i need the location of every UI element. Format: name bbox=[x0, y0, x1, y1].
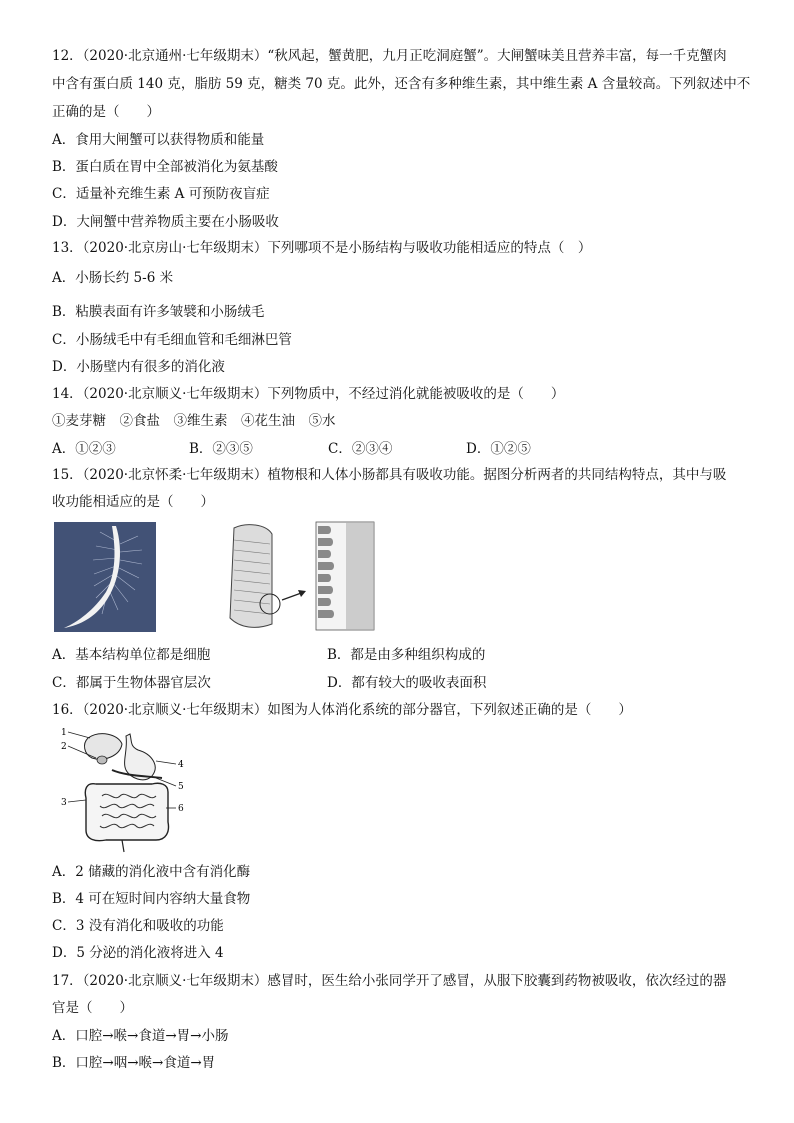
q15-options-row-2 bbox=[52, 673, 752, 693]
q16-option-d: D．5 分泌的消化液将进入 4 bbox=[52, 945, 224, 961]
label-2: 2 bbox=[61, 742, 67, 752]
q12-option-b: B．蛋白质在胃中全部被消化为氨基酸 bbox=[52, 159, 278, 175]
label-6: 6 bbox=[178, 804, 184, 814]
q12-option-a: A．食用大闸蟹可以获得物质和能量 bbox=[52, 132, 265, 148]
q15-stem-line-1: 15．（2020·北京怀柔·七年级期末）植物根和人体小肠都具有吸收功能。据图分析两者的共同结构特点，其中与吸 bbox=[52, 467, 727, 483]
q14-option-a: A．①②③ bbox=[52, 441, 116, 457]
q13-option-a: A．小肠长约 5-6 米 bbox=[52, 270, 174, 286]
q12-option-c: C．适量补充维生素 A 可预防夜盲症 bbox=[52, 186, 270, 202]
q16-option-c: C．3 没有消化和吸收的功能 bbox=[52, 918, 224, 934]
q15-stem-line-2: 收功能相适应的是（ ） bbox=[52, 494, 214, 510]
label-5: 5 bbox=[178, 782, 184, 792]
q13-option-c: C．小肠绒毛中有毛细血管和毛细淋巴管 bbox=[52, 332, 292, 348]
q17-stem-line-1: 17．（2020·北京顺义·七年级期末）感冒时，医生给小张同学开了感冒，从服下胶囊到药物被吸收，依次经过的器 bbox=[52, 973, 727, 989]
label-1: 1 bbox=[61, 728, 67, 738]
q17-option-a: A．口腔→喉→食道→胃→小肠 bbox=[52, 1028, 229, 1044]
q16-stem: 16．（2020·北京顺义·七年级期末）如图为人体消化系统的部分器官，下列叙述正确的是（ ） bbox=[52, 702, 632, 718]
q14-option-c: C．②③④ bbox=[328, 441, 393, 457]
intestine-villi-diagram bbox=[226, 520, 376, 632]
q16-option-a: A．2 储藏的消化液中含有消化酶 bbox=[52, 864, 251, 880]
q14-items: ①麦芽糖 ②食盐 ③维生素 ④花生油 ⑤水 bbox=[52, 413, 336, 429]
q14-option-d: D．①②⑤ bbox=[466, 441, 531, 457]
q12-stem-line-3: 正确的是（ ） bbox=[52, 104, 160, 120]
q15-option-b: B．都是由多种组织构成的 bbox=[327, 647, 486, 663]
q12-stem-line-1: 12．（2020·北京通州·七年级期末）“秋风起，蟹黄肥，九月正吃洞庭蟹”。大闸蟹味美且营养丰富，每一千克蟹肉 bbox=[52, 48, 727, 64]
q13-option-d: D．小肠壁内有很多的消化液 bbox=[52, 359, 225, 375]
q17-stem-line-2: 官是（ ） bbox=[52, 1000, 133, 1016]
q16-option-b: B．4 可在短时间内容纳大量食物 bbox=[52, 891, 251, 907]
q14-options bbox=[52, 439, 752, 459]
q14-stem: 14．（2020·北京顺义·七年级期末）下列物质中，不经过消化就能被吸收的是（ ） bbox=[52, 386, 565, 402]
q13-stem: 13．（2020·北京房山·七年级期末）下列哪项不是小肠结构与吸收功能相适应的特点（ ） bbox=[52, 240, 592, 256]
q12-stem-line-2: 中含有蛋白质 140 克，脂肪 59 克，糖类 70 克。此外，还含有多种维生素，其中维生素 A 含量较高。下列叙述中不 bbox=[52, 76, 751, 92]
q12-option-d: D．大闸蟹中营养物质主要在小肠吸收 bbox=[52, 214, 279, 230]
q13-option-b: B．粘膜表面有许多皱襞和小肠绒毛 bbox=[52, 304, 265, 320]
root-tip-photo bbox=[54, 522, 156, 632]
label-3: 3 bbox=[61, 798, 67, 808]
q15-options-row-1 bbox=[52, 645, 752, 665]
q15-option-c: C．都属于生物体器官层次 bbox=[52, 675, 211, 691]
q15-option-a: A．基本结构单位都是细胞 bbox=[52, 647, 211, 663]
q14-option-b: B．②③⑤ bbox=[189, 441, 253, 457]
digestive-system-diagram bbox=[56, 726, 194, 854]
q17-option-b: B．口腔→咽→喉→食道→胃 bbox=[52, 1055, 216, 1071]
label-4: 4 bbox=[178, 760, 184, 770]
q15-option-d: D．都有较大的吸收表面积 bbox=[327, 675, 487, 691]
